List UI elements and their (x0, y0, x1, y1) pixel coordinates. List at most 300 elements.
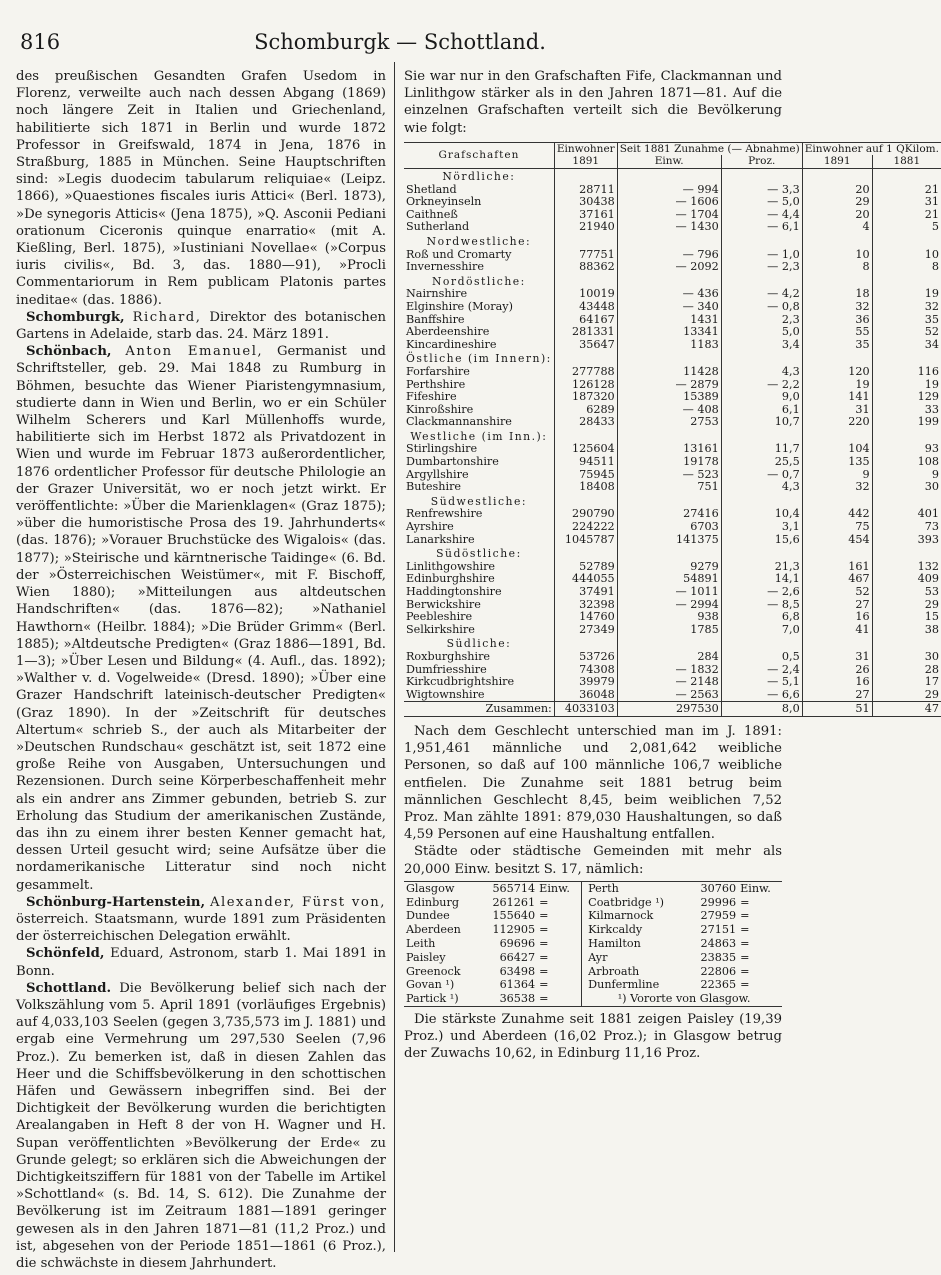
increase-abs: 11428 (617, 366, 721, 379)
increase-pct: — 0,8 (721, 301, 802, 314)
density-1881: 108 (872, 456, 941, 469)
increase-pct: — 1,0 (721, 249, 802, 262)
population: 52789 (554, 561, 617, 574)
density-1891: 442 (802, 508, 872, 521)
increase-pct: 10,4 (721, 508, 802, 521)
city-unit: = (539, 936, 549, 950)
population: 64167 (554, 314, 617, 327)
group-label: Nordwestliche: (404, 234, 554, 249)
table-row (404, 586, 941, 599)
density-1891: 18 (802, 288, 872, 301)
group-spacer (554, 234, 617, 249)
th-proz: Proz. (721, 155, 802, 168)
density-1891: 16 (802, 611, 872, 624)
density-1891: 31 (802, 651, 872, 664)
increase-pct: 2,3 (721, 314, 802, 327)
group-label: Südöstliche: (404, 546, 554, 561)
population: 6289 (554, 404, 617, 417)
increase-abs: — 436 (617, 288, 721, 301)
city-population: 66427 (499, 950, 536, 964)
city-name: Hamilton (582, 937, 689, 951)
increase-pct: 3,1 (721, 521, 802, 534)
group-spacer (802, 636, 872, 651)
increase-abs: — 340 (617, 301, 721, 314)
group-spacer (721, 351, 802, 366)
density-1881: 31 (872, 196, 941, 209)
density-1881: 34 (872, 339, 941, 352)
table-row (404, 209, 941, 222)
growth-paragraph: Die stärkste Zunahme seit 1881 zeigen Paisley (19,39 Proz.) und Aberdeen (16,02 Proz.); in Glasgow betrug der Zuwachs 10,62, in Edinburg 11,16 Proz. (404, 1011, 782, 1062)
increase-pct: — 4,2 (721, 288, 802, 301)
city-population: 69696 (499, 936, 536, 950)
increase-pct: — 4,4 (721, 209, 802, 222)
population: 88362 (554, 261, 617, 274)
total-row (404, 702, 941, 717)
city-population: 63498 (499, 964, 536, 978)
group-spacer (802, 169, 872, 184)
group-spacer (554, 429, 617, 444)
density-1891: 120 (802, 366, 872, 379)
population: 1045787 (554, 534, 617, 547)
group-spacer (617, 169, 721, 184)
table-row (404, 456, 941, 469)
city-population: 29996 (700, 895, 737, 909)
density-1891: 27 (802, 689, 872, 702)
city-unit: = (740, 978, 750, 992)
county-table-body (404, 169, 941, 717)
increase-pct: 7,0 (721, 624, 802, 637)
city-name: Govan ¹) (406, 978, 455, 992)
density-1891: 36 (802, 314, 872, 327)
group-spacer (554, 546, 617, 561)
increase-pct: — 5,0 (721, 196, 802, 209)
density-1881: 5 (872, 221, 941, 234)
density-1891: 19 (802, 379, 872, 392)
increase-abs: — 1704 (617, 209, 721, 222)
group-row (404, 274, 941, 289)
density-1881: 52 (872, 326, 941, 339)
group-spacer (617, 494, 721, 509)
group-label: Westliche (im Inn.): (404, 429, 554, 444)
city-population: 155640 (492, 909, 536, 923)
city-row (404, 896, 782, 910)
total-increase-abs: 297530 (617, 702, 721, 717)
total-increase-pct: 8,0 (721, 702, 802, 717)
city-name: Paisley (406, 950, 446, 964)
group-row (404, 234, 941, 249)
increase-abs: 19178 (617, 456, 721, 469)
density-1881: 30 (872, 481, 941, 494)
group-spacer (872, 429, 941, 444)
increase-pct: 4,3 (721, 366, 802, 379)
city-row (404, 951, 782, 965)
table-row (404, 624, 941, 637)
city-unit: = (539, 950, 549, 964)
density-1881: 15 (872, 611, 941, 624)
city-row (404, 923, 782, 937)
county-name: Edinburghshire (406, 572, 495, 586)
right-column (404, 68, 939, 1063)
county-name: Wigtownshire (406, 687, 485, 701)
county-name: Kirkcudbrightshire (406, 675, 515, 689)
density-1891: 20 (802, 209, 872, 222)
table-row (404, 611, 941, 624)
group-spacer (721, 274, 802, 289)
increase-abs: 141375 (617, 534, 721, 547)
density-1891: 52 (802, 586, 872, 599)
county-name: Roxburghshire (406, 649, 491, 663)
county-name: Ayrshire (406, 520, 454, 534)
county-name: Caithneß (406, 207, 458, 221)
entry-headword: Schomburgk, (26, 309, 125, 325)
entry-schomburgk (16, 309, 386, 343)
increase-pct: 5,0 (721, 326, 802, 339)
county-name: Lanarkshire (406, 532, 475, 546)
increase-abs: — 1606 (617, 196, 721, 209)
increase-pct: 10,7 (721, 416, 802, 429)
population: 444055 (554, 573, 617, 586)
density-1881: 199 (872, 416, 941, 429)
county-name: Clackmannanshire (406, 415, 512, 429)
increase-pct: — 2,4 (721, 664, 802, 677)
continued-paragraph: des preußischen Gesandten Grafen Usedom in Florenz, verweilte auch nach dessen Abgang (1869) noch längere Zeit in Italien und Griechenland, habilitierte sich 1871 in Berlin und wurde 1872 Professor in Greifswald, 1874 in Jena, 1876 in Straßburg, 1885 in München. Seine Hauptschriften sind: »Legis duodecim tabularum reliquiae« (Leipz. 1866), »Quaestiones fiscales iuris Attici« (Berl. 1873), »De synegoris Atticis« (Jena 1875), »Q. Asconii Pediani orationum Ciceronis quinque enarratio« (mit A. Kießling, Berl. 1875), »Iustiniani Novellae« (»Corpus iuris civilis«, Bd. 3, das. 1880—91), »Procli Commentariorum in Rem publicam Platonis partes ineditae« (das. 1886). (16, 69, 386, 308)
density-1881: 28 (872, 664, 941, 677)
increase-abs: 54891 (617, 573, 721, 586)
city-row (404, 881, 782, 895)
group-spacer (802, 429, 872, 444)
density-1881: 10 (872, 249, 941, 262)
entry-text: Die Bevölkerung belief sich nach der Volkszählung vom 5. April 1891 (vorläufiges Ergebnis) auf 4,033,103 Seelen (gegen 3,735,573 im J. 1881) und ergab eine Vermehrung um 297,530 Seelen (7,96 Proz.). Zu bemerken ist, daß in diesen Zahlen das Heer und die Schiffsbevölkerung in den schottischen Häfen und Gewässern inbegriffen sind. Bei der Dichtigkeit der Bevölkerung wurden die berichtigten Arealangaben in Heft 8 der von H. Wagner und H. Supan veröffentlichten »Bevölkerung der Erde« zu Grunde gelegt; so erklären sich die Abweichungen der Dichtigkeitsziffern für 1881 von der Tabelle im Artikel »Schottland« (s. Bd. 14, S. 612). Die Zunahme der Bevölkerung ist im Zeitraum 1881—1891 geringer gewesen als in den Jahren 1871—81 (11,2 Proz.) und ist, abgesehen von der Periode 1851—1861 (6 Proz.), die schwächste in diesem Jahrhundert. (16, 980, 386, 1272)
density-1891: 454 (802, 534, 872, 547)
city-population: 23835 (700, 950, 737, 964)
entry-schoenburg-hartenstein (16, 894, 386, 946)
density-1881: 32 (872, 301, 941, 314)
density-1881: 19 (872, 288, 941, 301)
county-name: Forfarshire (406, 364, 470, 378)
table-row (404, 196, 941, 209)
density-1881: 29 (872, 599, 941, 612)
county-name: Peebleshire (406, 610, 473, 624)
density-1891: 32 (802, 301, 872, 314)
city-row (404, 937, 782, 951)
city-population: 261261 (492, 895, 536, 909)
city-unit: = (740, 964, 750, 978)
city-name: Aberdeen (406, 923, 461, 937)
city-name: Kilmarnock (582, 909, 689, 923)
density-1891: 10 (802, 249, 872, 262)
total-density-1891: 51 (802, 702, 872, 717)
county-name: Dumbartonshire (406, 455, 499, 469)
city-name: Leith (406, 936, 436, 950)
city-population: 22806 (700, 964, 737, 978)
increase-pct: — 2,3 (721, 261, 802, 274)
group-spacer (872, 494, 941, 509)
population: 53726 (554, 651, 617, 664)
density-1891: 141 (802, 391, 872, 404)
city-population: 22365 (700, 978, 737, 992)
group-spacer (802, 234, 872, 249)
density-1881: 9 (872, 469, 941, 482)
county-name: Fifeshire (406, 390, 457, 404)
county-name: Banffshire (406, 312, 465, 326)
increase-pct: 15,6 (721, 534, 802, 547)
city-name: Ayr (582, 951, 689, 965)
increase-abs: — 2148 (617, 676, 721, 689)
population: 43448 (554, 301, 617, 314)
column-divider (394, 62, 395, 1252)
group-spacer (872, 546, 941, 561)
total-label: Zusammen: (404, 702, 554, 717)
table-row (404, 261, 941, 274)
city-population: 565714 (492, 881, 536, 895)
city-unit: = (740, 950, 750, 964)
city-unit: = (539, 992, 549, 1006)
group-spacer (802, 351, 872, 366)
population: 187320 (554, 391, 617, 404)
increase-abs: 1183 (617, 339, 721, 352)
group-spacer (721, 494, 802, 509)
th-einw: Einw. (617, 155, 721, 168)
cities-footnote: ¹) Vororte von Glasgow. (582, 992, 782, 1006)
increase-abs: — 994 (617, 184, 721, 197)
population: 37491 (554, 586, 617, 599)
increase-abs: 284 (617, 651, 721, 664)
city-unit: = (740, 923, 750, 937)
cities-table (404, 881, 782, 1007)
total-population: 4033103 (554, 702, 617, 717)
group-spacer (721, 234, 802, 249)
population: 18408 (554, 481, 617, 494)
increase-pct: — 3,3 (721, 184, 802, 197)
city-population: 30760 (700, 881, 737, 895)
population: 30438 (554, 196, 617, 209)
increase-pct: — 0,7 (721, 469, 802, 482)
total-density-1881: 47 (872, 702, 941, 717)
group-row (404, 169, 941, 184)
density-1881: 393 (872, 534, 941, 547)
county-name: Orkneyinseln (406, 195, 482, 209)
entry-text: Direktor des botanischen Gartens in Adelaide, starb das. 24. März 1891. (16, 309, 386, 343)
group-spacer (554, 351, 617, 366)
population: 277788 (554, 366, 617, 379)
group-spacer (617, 429, 721, 444)
group-spacer (617, 636, 721, 651)
increase-abs: 2753 (617, 416, 721, 429)
increase-abs: — 523 (617, 469, 721, 482)
population: 28711 (554, 184, 617, 197)
increase-pct: 6,1 (721, 404, 802, 417)
table-row (404, 391, 941, 404)
table-row (404, 521, 941, 534)
increase-pct: 9,0 (721, 391, 802, 404)
city-name: Coatbridge ¹) (582, 896, 689, 910)
density-1881: 73 (872, 521, 941, 534)
density-1881: 29 (872, 689, 941, 702)
increase-abs: — 1430 (617, 221, 721, 234)
city-unit: Einw. (740, 881, 771, 895)
group-spacer (872, 169, 941, 184)
group-spacer (802, 274, 872, 289)
th-density: Einwohner auf 1 QKilom. (802, 142, 941, 155)
entry-headword: Schönfeld, (26, 946, 105, 962)
city-unit: = (740, 895, 750, 909)
increase-abs: — 408 (617, 404, 721, 417)
group-label: Östliche (im Innern): (404, 351, 554, 366)
population: 27349 (554, 624, 617, 637)
population: 36048 (554, 689, 617, 702)
county-name: Stirlingshire (406, 442, 478, 456)
table-row (404, 221, 941, 234)
population: 74308 (554, 664, 617, 677)
density-1881: 30 (872, 651, 941, 664)
increase-abs: 1431 (617, 314, 721, 327)
city-name: Dunfermline (582, 978, 689, 992)
population: 75945 (554, 469, 617, 482)
city-population: 112905 (492, 923, 536, 937)
population: 77751 (554, 249, 617, 262)
density-1891: 467 (802, 573, 872, 586)
county-name: Aberdeenshire (406, 325, 490, 339)
density-1891: 55 (802, 326, 872, 339)
group-spacer (554, 169, 617, 184)
city-unit: = (539, 923, 549, 937)
table-row (404, 301, 941, 314)
population: 32398 (554, 599, 617, 612)
county-name: Selkirkshire (406, 622, 475, 636)
page-header (14, 30, 786, 58)
county-name: Roß und Cromarty (406, 247, 512, 261)
increase-abs: 1785 (617, 624, 721, 637)
density-1881: 409 (872, 573, 941, 586)
county-name: Kinroßshire (406, 402, 474, 416)
density-1881: 35 (872, 314, 941, 327)
increase-pct: 4,3 (721, 481, 802, 494)
increase-pct: 0,5 (721, 651, 802, 664)
group-spacer (721, 429, 802, 444)
population: 39979 (554, 676, 617, 689)
density-1891: 35 (802, 339, 872, 352)
group-row (404, 546, 941, 561)
density-1891: 4 (802, 221, 872, 234)
density-1891: 9 (802, 469, 872, 482)
table-intro: Sie war nur in den Grafschaften Fife, Clackmannan und Linlithgow stärker als in den Jahren 1871—81. Auf die einzelnen Grafschaften verteilt sich die Bevölkerung wie folgt: (404, 69, 782, 136)
density-1891: 41 (802, 624, 872, 637)
county-name: Dumfriesshire (406, 662, 487, 676)
group-label: Nordöstliche: (404, 274, 554, 289)
th-increase: Seit 1881 Zunahme (— Abnahme) (617, 142, 802, 155)
group-spacer (802, 546, 872, 561)
page-number: 816 (20, 30, 61, 54)
group-spacer (554, 274, 617, 289)
entry-headword: Schönbach, (26, 344, 112, 360)
running-title: Schomburgk — Schottland. (254, 30, 546, 54)
density-1891: 220 (802, 416, 872, 429)
city-name: Partick ¹) (406, 992, 459, 1006)
increase-abs: — 2563 (617, 689, 721, 702)
increase-abs: — 796 (617, 249, 721, 262)
th-density-1891: 1891 (802, 155, 872, 168)
city-name: Edinburg (406, 895, 459, 909)
group-label: Nördliche: (404, 169, 554, 184)
group-spacer (872, 234, 941, 249)
density-1891: 16 (802, 676, 872, 689)
table-row (404, 651, 941, 664)
group-spacer (802, 494, 872, 509)
cities-intro: Städte oder städtische Gemeinden mit mehr als 20,000 Einw. besitzt S. 17, nämlich: (404, 844, 782, 877)
county-name: Buteshire (406, 480, 462, 494)
increase-abs: 13341 (617, 326, 721, 339)
group-spacer (617, 234, 721, 249)
entry-text: Eduard, Astronom, starb 1. Mai 1891 in Bonn. (16, 946, 386, 979)
entry-schoenfeld (16, 945, 386, 979)
increase-pct: — 6,6 (721, 689, 802, 702)
density-1891: 32 (802, 481, 872, 494)
city-unit: = (740, 936, 750, 950)
city-unit: = (740, 909, 750, 923)
county-population-table (404, 142, 941, 717)
city-population: 27959 (700, 909, 737, 923)
increase-abs: — 1011 (617, 586, 721, 599)
density-1891: 135 (802, 456, 872, 469)
table-row (404, 416, 941, 429)
density-1891: 20 (802, 184, 872, 197)
density-1891: 31 (802, 404, 872, 417)
county-name: Invernesshire (406, 260, 484, 274)
entry-headword: Schönburg-Hartenstein, (26, 894, 206, 910)
county-name: Elginshire (Moray) (406, 299, 513, 313)
county-name: Perthshire (406, 377, 466, 391)
increase-abs: 751 (617, 481, 721, 494)
city-row (404, 909, 782, 923)
increase-abs: — 2994 (617, 599, 721, 612)
group-spacer (872, 274, 941, 289)
city-name: Arbroath (582, 965, 689, 979)
city-unit: = (539, 978, 549, 992)
table-row (404, 481, 941, 494)
city-name: Dundee (406, 909, 450, 923)
city-unit: = (539, 895, 549, 909)
increase-abs: 27416 (617, 508, 721, 521)
table-row (404, 339, 941, 352)
increase-abs: 6703 (617, 521, 721, 534)
city-population: 27151 (700, 923, 737, 937)
city-name: Greenock (406, 964, 461, 978)
city-unit: Einw. (539, 881, 570, 895)
entry-text: österreich. Staatsmann, wurde 1891 zum Präsidenten der österreichischen Delegation erwählt. (16, 911, 386, 945)
county-name: Berwickshire (406, 597, 481, 611)
population: 125604 (554, 443, 617, 456)
increase-pct: 3,4 (721, 339, 802, 352)
cities-table-body (404, 881, 782, 1006)
density-1891: 104 (802, 443, 872, 456)
increase-abs: — 2879 (617, 379, 721, 392)
city-population: 61364 (499, 978, 536, 992)
group-label: Südwestliche: (404, 494, 554, 509)
group-row (404, 429, 941, 444)
increase-pct: — 2,6 (721, 586, 802, 599)
density-1881: 132 (872, 561, 941, 574)
density-1881: 33 (872, 404, 941, 417)
increase-pct: 21,3 (721, 561, 802, 574)
group-label: Südliche: (404, 636, 554, 651)
entry-schoenbach (16, 343, 386, 894)
group-spacer (872, 351, 941, 366)
city-row (404, 965, 782, 979)
county-name: Kincardineshire (406, 337, 497, 351)
increase-pct: 25,5 (721, 456, 802, 469)
city-row (404, 992, 782, 1006)
population: 14760 (554, 611, 617, 624)
